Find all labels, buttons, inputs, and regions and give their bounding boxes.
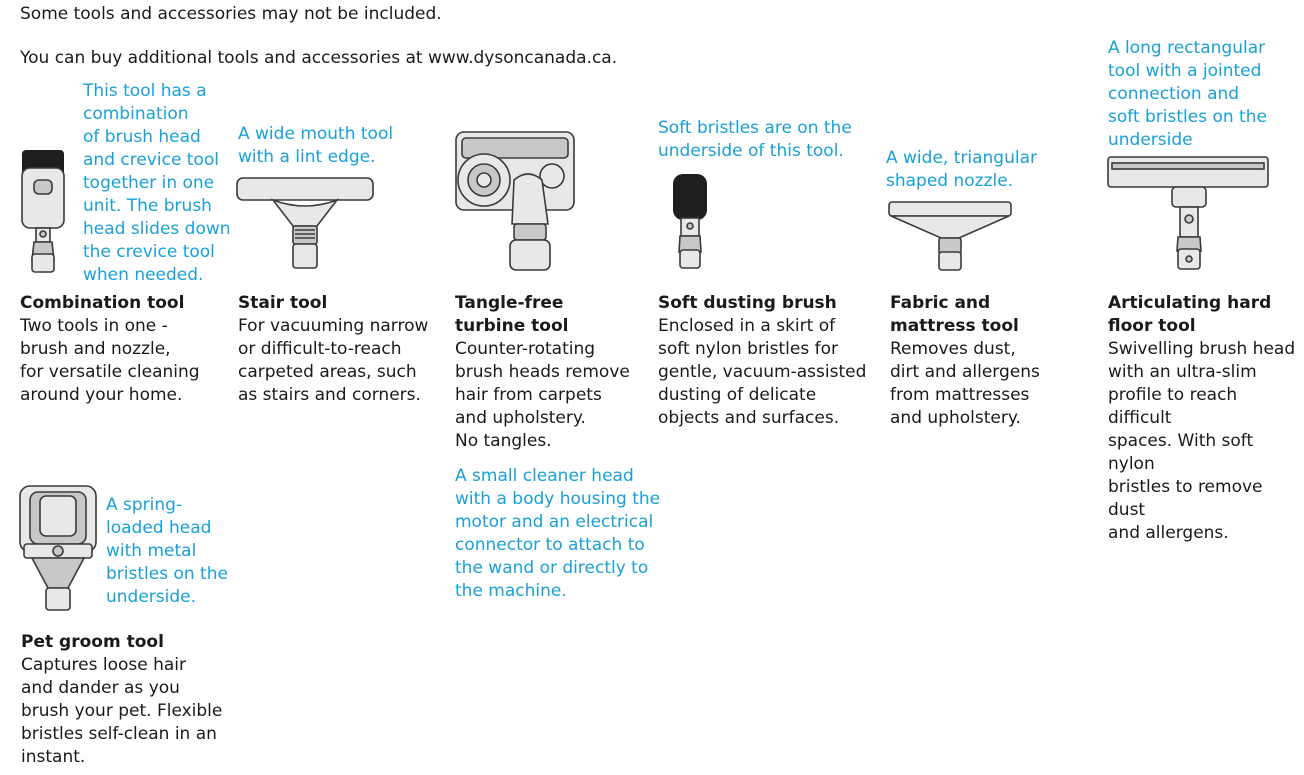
stair-tool-illustration	[235, 176, 375, 272]
stair-tool-desc: For vacuuming narrow or difficult-to-reach carpeted areas, such as stairs and corners.	[238, 316, 429, 405]
articulating-floor-tool-note: A long rectangular tool with a jointed connection and soft bristles on the underside	[1108, 38, 1267, 150]
intro-line-2: You can buy additional tools and accessories at www.dysoncanada.ca.	[20, 48, 618, 68]
pet-groom-tool-card	[21, 631, 222, 769]
stair-tool-note: A wide mouth tool with a lint edge.	[238, 124, 394, 167]
turbine-tool-name: Tangle-free turbine tool	[455, 293, 569, 336]
soft-dusting-brush-card	[658, 292, 866, 430]
stair-tool-name: Stair tool	[238, 293, 328, 313]
combination-tool-card	[20, 292, 200, 407]
fabric-mattress-tool-desc: Removes dust, dirt and allergens from mattresses and upholstery.	[890, 339, 1040, 428]
soft-dusting-brush-note: Soft bristles are on the underside of this tool.	[658, 118, 852, 161]
pet-groom-tool-name: Pet groom tool	[21, 632, 164, 652]
turbine-tool-card	[455, 292, 630, 453]
turbine-tool-note: A small cleaner head with a body housing the motor and an electrical connector to attach to the wand or directly to the machine.	[455, 466, 661, 601]
fabric-mattress-tool-illustration	[887, 200, 1013, 272]
pet-groom-tool-desc: Captures loose hair and dander as you brush your pet. Flexible bristles self-clean in an instant.	[21, 655, 223, 767]
pet-groom-tool-note: A spring- loaded head with metal bristles on the underside.	[106, 495, 228, 607]
soft-dusting-brush-name: Soft dusting brush	[658, 293, 837, 313]
combination-tool-illustration	[18, 150, 74, 275]
pet-groom-tool-illustration	[18, 484, 98, 614]
fabric-mattress-tool-card	[890, 292, 1040, 430]
combination-tool-name: Combination tool	[20, 293, 185, 313]
fabric-mattress-tool-name: Fabric and mattress tool	[890, 293, 1019, 336]
soft-dusting-brush-illustration	[670, 172, 710, 272]
fabric-mattress-tool-note: A wide, triangular shaped nozzle.	[886, 148, 1037, 191]
articulating-floor-tool-card	[1108, 292, 1304, 545]
intro-line-1: Some tools and accessories may not be included.	[20, 4, 442, 24]
combination-tool-desc: Two tools in one - brush and nozzle, for versatile cleaning around your home.	[20, 316, 200, 405]
articulating-floor-tool-illustration	[1106, 155, 1270, 273]
turbine-tool-desc: Counter-rotating brush heads remove hair from carpets and upholstery. No tangles.	[455, 339, 630, 451]
soft-dusting-brush-desc: Enclosed in a skirt of soft nylon bristles for gentle, vacuum-assisted dusting of delicate objects and surfaces.	[658, 316, 867, 428]
stair-tool-card	[238, 292, 428, 407]
articulating-floor-tool-name: Articulating hard floor tool	[1108, 293, 1272, 336]
turbine-tool-illustration	[452, 128, 578, 274]
combination-tool-note: This tool has a combination of brush head and crevice tool together in one unit. The brush head slides down the crevice tool when needed.	[83, 81, 231, 285]
articulating-floor-tool-desc: Swivelling brush head with an ultra-slim profile to reach difficult spaces. With soft nylon bristles to remove dust and allergens.	[1108, 339, 1296, 543]
